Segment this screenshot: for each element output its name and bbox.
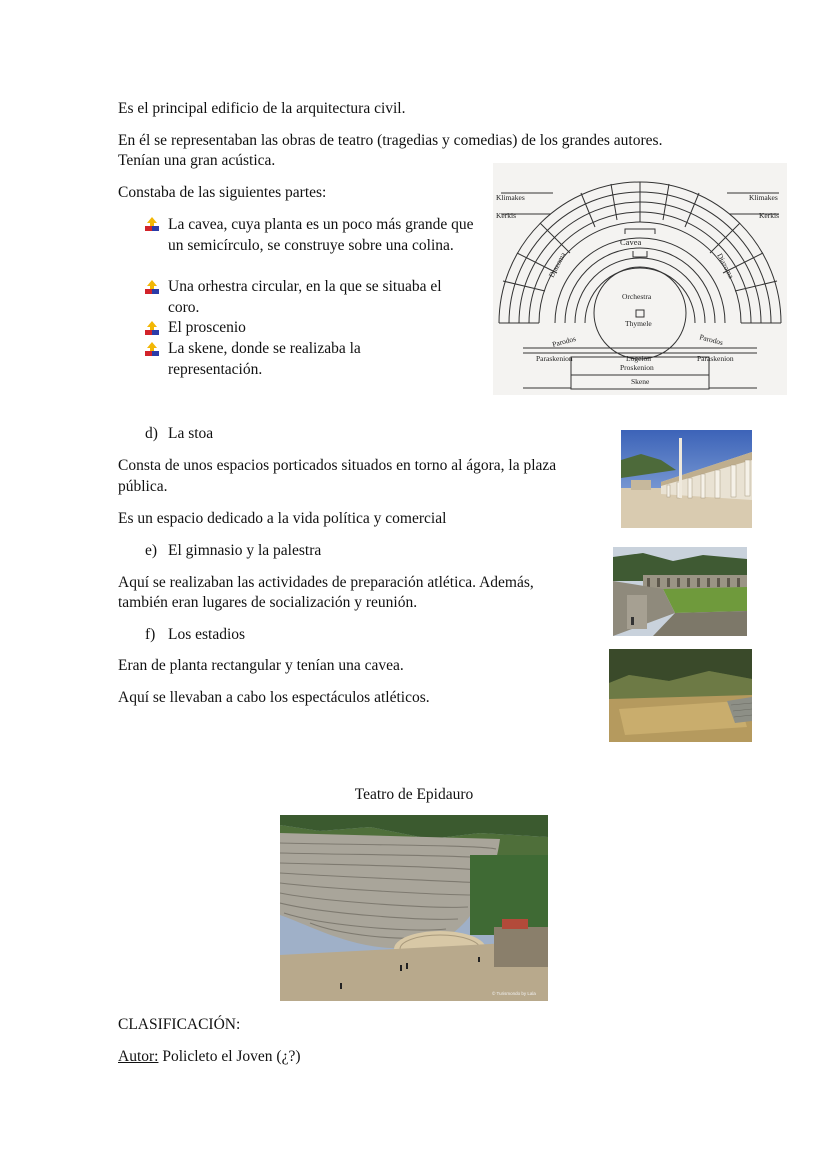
photo-watermark: © Turismondo by Lala	[492, 991, 536, 996]
stoa-text-1: Consta de unos espacios porticados situados en torno al ágora, la plaza	[118, 457, 557, 474]
stoa-heading-letter: d)	[145, 425, 158, 442]
autor-value: Policleto el Joven (¿?)	[158, 1048, 301, 1065]
label-cavea: Cavea	[620, 237, 642, 247]
label-parodos-left: Parodos	[551, 333, 577, 349]
estadios-text-2: Aquí se llevaban a cabo los espectáculos atléticos.	[118, 689, 430, 706]
label-klimakes-left: Klimakes	[496, 193, 525, 202]
stoa-text-2: pública.	[118, 478, 168, 495]
label-diazoma-right: Diazoma	[715, 251, 736, 280]
epidauro-photo	[280, 815, 548, 1001]
label-paraskenion-right: Paraskenion	[697, 354, 734, 363]
label-proskenion: Proskenion	[620, 363, 654, 372]
intro-line-3: Tenían una gran acústica.	[118, 152, 276, 169]
label-kerkis-left: Kerkis	[496, 211, 516, 220]
list-item-proscenio: El proscenio	[168, 319, 246, 336]
autor-line	[118, 1047, 301, 1067]
label-diazoma-left: Diazoma	[546, 250, 568, 279]
theatre-plan-diagram	[493, 163, 787, 395]
parts-intro: Constaba de las siguientes partes:	[118, 184, 327, 201]
list-item-skene: La skene, donde se realizaba la representación.	[168, 340, 361, 378]
estadios-heading-letter: f)	[145, 626, 156, 643]
clasificacion-heading: CLASIFICACIÓN:	[118, 1016, 241, 1033]
gimnasio-heading: El gimnasio y la palestra	[168, 542, 322, 559]
gimnasio-photo	[613, 547, 747, 636]
label-skene: Skene	[631, 377, 650, 386]
label-paraskenion-left: Paraskenion	[536, 354, 573, 363]
bullet-arrow-icon	[145, 342, 159, 356]
stoa-heading: La stoa	[168, 425, 214, 442]
intro-line-2: En él se representaban las obras de teatro (tragedias y comedias) de los grandes autores.	[118, 132, 663, 149]
label-thymele: Thymele	[625, 319, 652, 328]
gimnasio-text-2: también eran lugares de socialización y reunión.	[118, 594, 418, 611]
label-parodos-right: Parodos	[698, 332, 725, 348]
label-orchestra: Orchestra	[622, 292, 652, 301]
label-logeion: Logeion	[626, 354, 651, 363]
bullet-arrow-icon	[145, 217, 159, 231]
estadio-photo	[609, 649, 752, 742]
epidauro-caption: Teatro de Epidauro	[354, 786, 474, 803]
estadios-text-1: Eran de planta rectangular y tenían una cavea.	[118, 657, 404, 674]
label-klimakes-right: Klimakes	[749, 193, 778, 202]
bullet-arrow-icon	[145, 280, 159, 294]
estadios-heading: Los estadios	[168, 626, 246, 643]
list-item-orchestra: Una orhestra circular, en la que se situaba el coro.	[168, 278, 442, 316]
intro-line-1: Es el principal edificio de la arquitectura civil.	[118, 100, 406, 117]
autor-label: Autor:	[118, 1048, 159, 1065]
gimnasio-text-1: Aquí se realizaban las actividades de preparación atlética. Además,	[118, 574, 534, 591]
list-item-cavea: La cavea, cuya planta es un poco más grande que un semicírculo, se construye sobre una colina.	[168, 216, 474, 254]
label-kerkis-right: Kerkis	[759, 211, 779, 220]
bullet-arrow-icon	[145, 321, 159, 335]
stoa-photo	[621, 430, 752, 528]
stoa-text-3: Es un espacio dedicado a la vida política y comercial	[118, 510, 447, 527]
gimnasio-heading-letter: e)	[145, 542, 158, 559]
